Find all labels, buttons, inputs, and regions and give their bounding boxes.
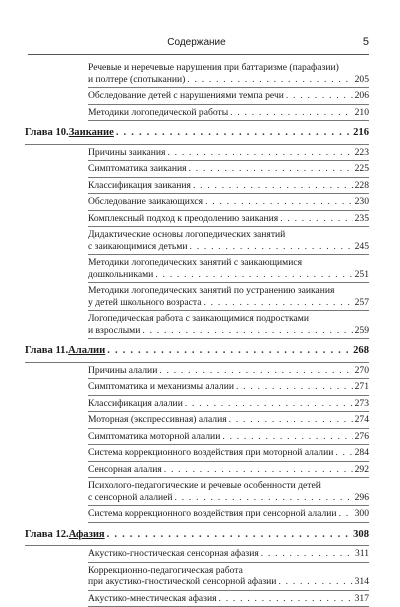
entry-title-line: Дидактические основы логопедических занятий	[88, 229, 369, 241]
toc-entry[interactable]	[88, 429, 369, 446]
dot-leader	[189, 163, 353, 175]
dot-leader	[193, 180, 353, 192]
running-head	[24, 36, 369, 52]
entry-page: 270	[355, 365, 369, 377]
dot-leader	[219, 593, 353, 605]
dot-leader	[185, 398, 353, 410]
entry-page: 245	[355, 241, 369, 253]
entry-page: 276	[355, 431, 369, 443]
dot-leader	[335, 447, 352, 459]
toc-entry[interactable]	[88, 255, 369, 283]
entry-title-line: Логопедическая работа с заикающимися подростками	[88, 313, 369, 325]
entry-title-line: Причины заикания	[88, 147, 165, 159]
toc-entry[interactable]	[88, 60, 369, 88]
chapter-title: Афазия	[69, 529, 105, 541]
dot-leader	[280, 213, 352, 225]
toc-entry[interactable]	[88, 194, 369, 211]
toc-entry[interactable]	[88, 506, 369, 523]
dot-leader	[222, 431, 352, 443]
entry-title-line: с сенсорной алалией	[88, 492, 173, 504]
entry-page: 314	[355, 576, 369, 588]
entry-title-line: Методики логопедических занятий по устранению заикания	[88, 285, 369, 297]
header-rule	[28, 54, 369, 55]
entry-title-line: Моторная (экспрессивная) алалия	[88, 414, 227, 426]
entry-page: 317	[355, 593, 369, 605]
entry-page: 228	[355, 180, 369, 192]
entry-title-line: дошкольниками	[88, 269, 153, 281]
entry-title-line: и взрослыми	[88, 325, 140, 337]
entry-page: 210	[355, 107, 369, 119]
page-number: 5	[363, 35, 369, 49]
entry-title-line: с заикающимися детьми	[88, 241, 188, 253]
toc-entry[interactable]	[88, 412, 369, 429]
entry-title-line: Обследование заикающихся	[88, 196, 203, 208]
chapter-label: Глава 11.	[25, 345, 68, 357]
dot-leader	[107, 529, 351, 541]
entry-title-line: у детей школьного возраста	[88, 297, 201, 309]
toc-entry[interactable]	[88, 178, 369, 195]
chapter-label: Глава 10.	[25, 127, 69, 139]
entry-page: 205	[355, 74, 369, 86]
entry-page: 206	[355, 90, 369, 102]
entry-title-line: Симптоматика заикания	[88, 163, 187, 175]
dot-leader	[286, 90, 353, 102]
entry-title-line: Коррекционно-педагогическая работа	[88, 565, 369, 577]
toc-entry[interactable]	[88, 591, 369, 607]
entry-page: 259	[355, 325, 369, 337]
chapter-page: 268	[353, 345, 369, 357]
entry-title-line: Психолого-педагогические и речевые особенности детей	[88, 480, 369, 492]
toc-entry[interactable]	[88, 211, 369, 228]
toc-entry[interactable]	[88, 445, 369, 462]
dot-leader	[261, 548, 353, 560]
entry-page: 296	[355, 492, 369, 504]
toc-chapter[interactable]	[25, 121, 369, 145]
entry-page: 225	[355, 163, 369, 175]
entry-title-line: Симптоматика и механизмы алалии	[88, 381, 234, 393]
entry-title-line: Методики логопедической работы	[88, 107, 228, 119]
entry-page: 251	[355, 269, 369, 281]
toc-entry[interactable]	[88, 145, 369, 162]
toc-entry[interactable]	[88, 311, 369, 339]
chapter-label: Глава 12.	[25, 529, 69, 541]
entry-title-line: Комплексный подход к преодолению заикания	[88, 213, 278, 225]
toc-entry[interactable]	[88, 88, 369, 105]
dot-leader	[230, 107, 352, 119]
entry-title-line: Причины алалии	[88, 365, 157, 377]
chapter-title: Заикание	[69, 127, 114, 139]
entry-title-line: при акустико-гностической сенсорной афазии	[88, 576, 276, 588]
toc-entry[interactable]	[88, 283, 369, 311]
entry-title-line: Обследование детей с нарушениями темпа речи	[88, 90, 284, 102]
entry-page: 273	[355, 398, 369, 410]
toc-entry[interactable]	[88, 227, 369, 255]
dot-leader	[236, 381, 353, 393]
toc-entry[interactable]	[88, 105, 369, 122]
chapter-page: 216	[353, 127, 369, 139]
running-title: Содержание	[24, 36, 369, 50]
entry-page: 271	[355, 381, 369, 393]
entry-title-line: Система коррекционного воздействия при моторной алалии	[88, 447, 333, 459]
entry-page: 284	[355, 447, 369, 459]
toc-chapter[interactable]	[25, 523, 369, 547]
entry-title-line: Классификация алалии	[88, 398, 183, 410]
dot-leader	[205, 196, 353, 208]
entry-title-line: Система коррекционного воздействия при сенсорной алалии	[88, 508, 337, 520]
entry-title-line: Классификация заикания	[88, 180, 191, 192]
dot-leader	[164, 464, 353, 476]
toc-entry[interactable]	[88, 161, 369, 178]
table-of-contents	[0, 60, 400, 607]
entry-title-line: Методики логопедических занятий с заикающимися	[88, 257, 369, 269]
dot-leader	[175, 492, 353, 504]
dot-leader	[339, 508, 353, 520]
entry-title-line: Симптоматика моторной алалии	[88, 431, 220, 443]
dot-leader	[116, 127, 351, 139]
entry-page: 223	[355, 147, 369, 159]
entry-title-line: Речевые и неречевые нарушения при баттаризме (парафазии)	[88, 62, 369, 74]
dot-leader	[167, 147, 352, 159]
dot-leader	[142, 325, 352, 337]
entry-page: 274	[355, 414, 369, 426]
toc-entry[interactable]	[88, 546, 369, 563]
entry-page: 292	[355, 464, 369, 476]
chapter-page: 308	[353, 529, 369, 541]
entry-title-line: Сенсорная алалия	[88, 464, 162, 476]
dot-leader	[203, 297, 352, 309]
entry-title-line: Акустико-мнестическая афазия	[88, 593, 217, 605]
toc-chapter[interactable]	[25, 339, 369, 363]
toc-entry[interactable]	[88, 462, 369, 479]
dot-leader	[187, 74, 352, 86]
entry-page: 311	[355, 548, 369, 560]
dot-leader	[229, 414, 353, 426]
toc-entry[interactable]	[88, 478, 369, 506]
dot-leader	[155, 269, 352, 281]
entry-page: 300	[355, 508, 369, 520]
dot-leader	[159, 365, 352, 377]
entry-title-line: Акустико-гностическая сенсорная афазия	[88, 548, 259, 560]
entry-title-line: и полтере (спотыкании)	[88, 74, 185, 86]
toc-entry[interactable]	[88, 363, 369, 380]
chapter-title: Алалии	[68, 345, 105, 357]
dot-leader	[190, 241, 353, 253]
entry-page: 230	[355, 196, 369, 208]
entry-page: 235	[355, 213, 369, 225]
toc-entry[interactable]	[88, 396, 369, 413]
dot-leader	[107, 345, 351, 357]
entry-page: 257	[355, 297, 369, 309]
toc-entry[interactable]	[88, 379, 369, 396]
dot-leader	[278, 576, 352, 588]
toc-entry[interactable]	[88, 563, 369, 591]
